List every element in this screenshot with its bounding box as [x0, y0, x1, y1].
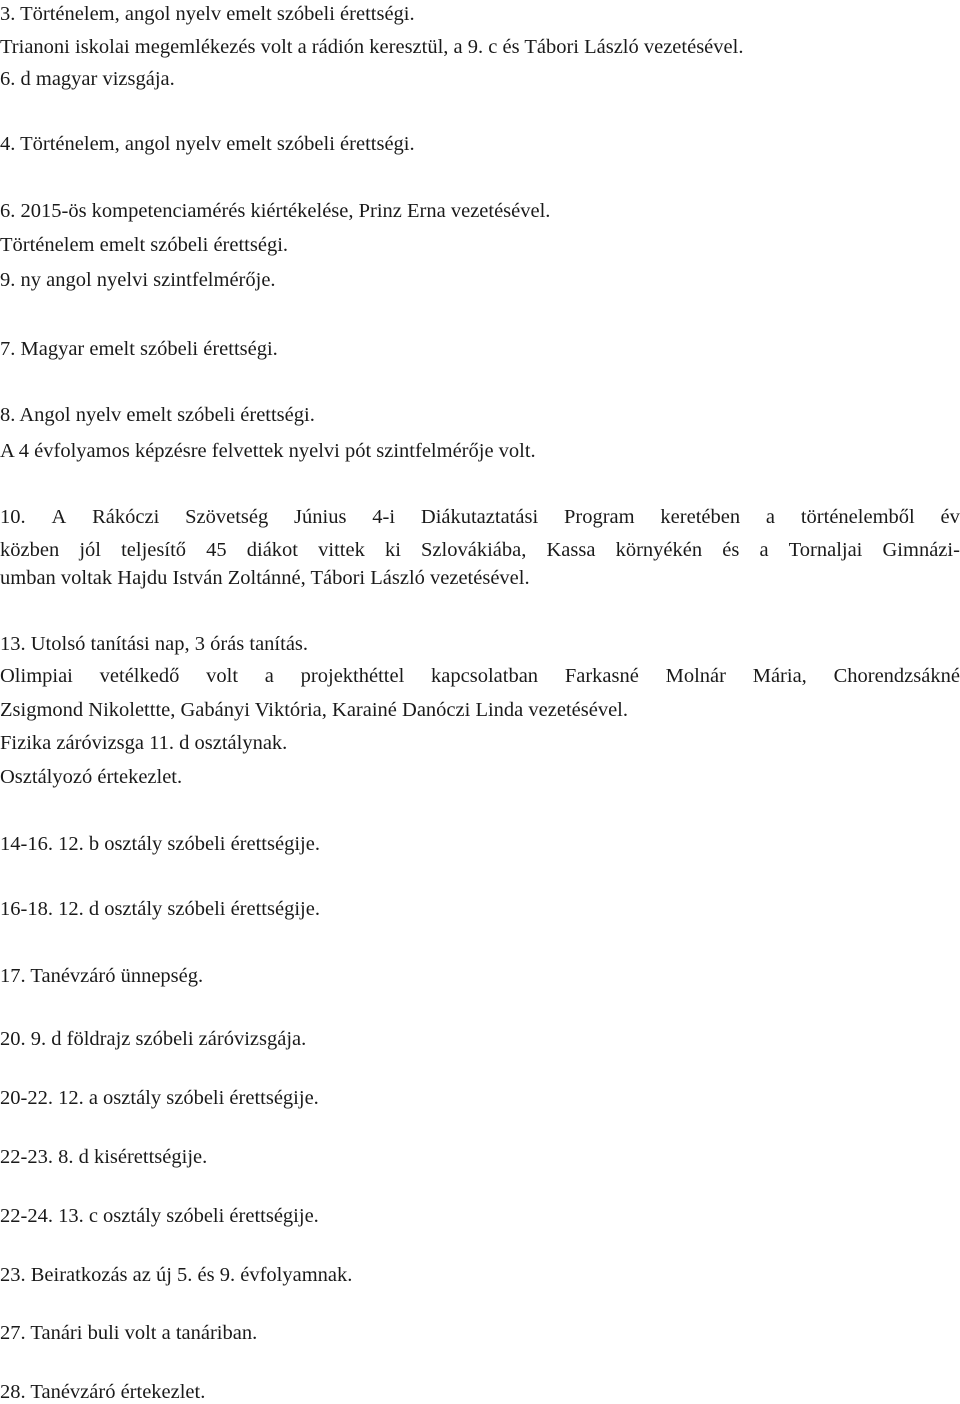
word: a	[765, 506, 776, 528]
text-line: Fizika záróvizsga 11. d osztálynak.	[0, 732, 288, 754]
word: diákot	[246, 539, 299, 561]
text-line: 3. Történelem, angol nyelv emelt szóbeli érettségi.	[0, 3, 415, 25]
word: és	[722, 539, 740, 561]
word: Június	[294, 506, 347, 528]
word: Program	[563, 506, 635, 528]
text-line: 6. 2015-ös kompetenciamérés kiértékelése, Prinz Erna vezetésével.	[0, 200, 551, 222]
word: Farkasné	[564, 665, 639, 687]
text-line: 6. d magyar vizsgája.	[0, 68, 175, 90]
word: jól	[79, 539, 101, 561]
text-line: 22-23. 8. d kisérettségije.	[0, 1146, 208, 1168]
word: Kassa	[546, 539, 596, 561]
word: vittek	[318, 539, 365, 561]
word: közben	[0, 539, 60, 561]
word: 4-i	[372, 506, 396, 528]
text-line: 13. Utolsó tanítási nap, 3 órás tanítás.	[0, 633, 309, 655]
text-line: Trianoni iskolai megemlékezés volt a rádión keresztül, a 9. c és Tábori László vezetésével.	[0, 36, 744, 58]
word: teljesítő	[121, 539, 187, 561]
word: Szlovákiába,	[421, 539, 527, 561]
word: volt	[206, 665, 239, 687]
word: a	[759, 539, 769, 561]
text-line: 27. Tanári buli volt a tanáriban.	[0, 1322, 258, 1344]
word: Tornaljai	[788, 539, 863, 561]
text-line: A 4 évfolyamos képzésre felvettek nyelvi pót szintfelmérője volt.	[0, 440, 536, 462]
word: Szövetség	[185, 506, 269, 528]
text-line: 20-22. 12. a osztály szóbeli érettségije.	[0, 1087, 319, 1109]
word: Rákóczi	[92, 506, 160, 528]
word: Chorendzsákné	[833, 665, 960, 687]
text-line: 7. Magyar emelt szóbeli érettségi.	[0, 338, 278, 360]
word: környékén	[615, 539, 703, 561]
word: Mária,	[752, 665, 807, 687]
text-line: 28. Tanévzáró értekezlet.	[0, 1381, 206, 1403]
text-line: 20. 9. d földrajz szóbeli záróvizsgája.	[0, 1028, 307, 1050]
text-line: 9. ny angol nyelvi szintfelmérője.	[0, 269, 276, 291]
word: vetélkedő	[99, 665, 180, 687]
justified-text-line	[0, 538, 960, 562]
text-line: umban voltak Hajdu István Zoltánné, Tábori László vezetésével.	[0, 567, 530, 589]
word: 45	[206, 539, 227, 561]
text-line: Zsigmond Nikolettte, Gabányi Viktória, Karainé Danóczi Linda vezetésével.	[0, 699, 628, 721]
word: Molnár	[665, 665, 726, 687]
word: a	[264, 665, 274, 687]
text-line: 14-16. 12. b osztály szóbeli érettségije.	[0, 833, 320, 855]
text-line: Történelem emelt szóbeli érettségi.	[0, 234, 289, 256]
word: Olimpiai	[0, 665, 73, 687]
word: 10.	[0, 506, 26, 528]
word: Diákutaztatási	[420, 506, 539, 528]
text-line: 17. Tanévzáró ünnepség.	[0, 965, 204, 987]
word: kapcsolatban	[431, 665, 539, 687]
word: Gimnázi-	[882, 539, 960, 561]
text-line: Osztályozó értekezlet.	[0, 766, 183, 788]
word: projekthéttel	[300, 665, 405, 687]
text-line: 16-18. 12. d osztály szóbeli érettségije.	[0, 898, 320, 920]
text-line: 23. Beiratkozás az új 5. és 9. évfolyamnak.	[0, 1264, 353, 1286]
word: A	[51, 506, 67, 528]
text-line: 8. Angol nyelv emelt szóbeli érettségi.	[0, 404, 315, 426]
justified-text-line	[0, 664, 960, 688]
justified-text-line	[0, 505, 960, 529]
text-line: 4. Történelem, angol nyelv emelt szóbeli érettségi.	[0, 133, 415, 155]
word: ki	[384, 539, 401, 561]
word: történelemből	[800, 506, 915, 528]
word: év	[940, 506, 960, 528]
text-line: 22-24. 13. c osztály szóbeli érettségije.	[0, 1205, 319, 1227]
word: keretében	[660, 506, 741, 528]
